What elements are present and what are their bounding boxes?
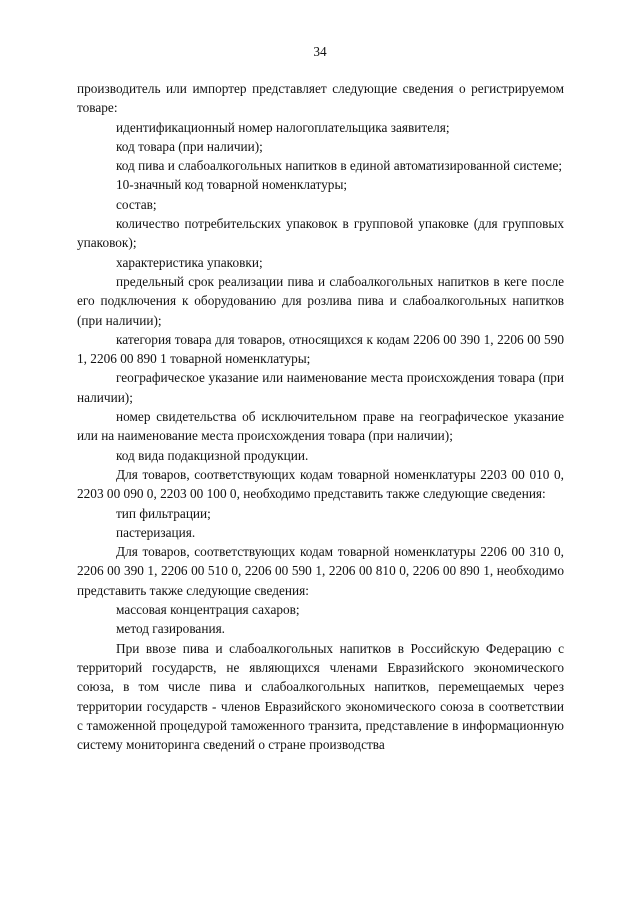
page-number: 34 [313,44,327,59]
paragraph: Для товаров, соответствующих кодам товарной номенклатуры 2203 00 010 0, 2203 00 090 0, 2203 00 100 0, необходимо представить также следующие сведения: [77,466,564,502]
paragraph: При ввозе пива и слабоалкогольных напитков в Российскую Федерацию с территорий государств, не являющихся членами Евразийского экономического союза, в том числе пива и слабоалкогольных напитков, перемещаемых через территории государств - членов Евразийского экономического союза в соответствии с таможенной процедурой таможенного транзита, представление в информационную систему мониторинга сведений о стране производства [77,640,564,753]
list-item: код вида подакцизной продукции. [116,447,309,463]
list-item: географическое указание или наименование места происхождения товара (при наличии); [77,370,564,405]
list-item: категория товара для товаров, относящихся к кодам 2206 00 390 1, 2206 00 590 1, 2206 00 890 1 товарной номенклатуры; [77,331,564,367]
list-item: предельный срок реализации пива и слабоалкогольных напитков в кеге после его подключения к оборудованию для розлива пива и слабоалкогольных напитков (при наличии); [77,273,564,328]
list-item: 10-значный код товарной номенклатуры; [116,177,348,193]
list-item: характеристика упаковки; [116,254,263,270]
list-item: тип фильтрации; [116,505,211,521]
list-item: номер свидетельства об исключительном праве на географическое указание или на наименование места происхождения товара (при наличии); [77,409,564,444]
list-item: код товара (при наличии); [116,138,263,154]
paragraph: производитель или импортер представляет следующие сведения о регистрируемом товаре: [77,81,564,116]
list-item: идентификационный номер налогоплательщика заявителя; [116,119,450,135]
list-item: код пива и слабоалкогольных напитков в единой автоматизированной системе; [116,158,563,174]
document-body [77,79,564,754]
list-item: метод газирования. [116,621,226,637]
list-item: массовая концентрация сахаров; [116,602,300,618]
list-item: состав; [116,196,157,212]
paragraph: Для товаров, соответствующих кодам товарной номенклатуры 2206 00 310 0, 2206 00 390 1, 2206 00 510 0, 2206 00 590 1, 2206 00 810 0, 2206 00 890 1, необходимо представить также следующие сведения: [77,544,564,598]
list-item: количество потребительских упаковок в групповой упаковке (для групповых упаковок); [77,216,564,251]
list-item: пастеризация. [116,524,196,540]
